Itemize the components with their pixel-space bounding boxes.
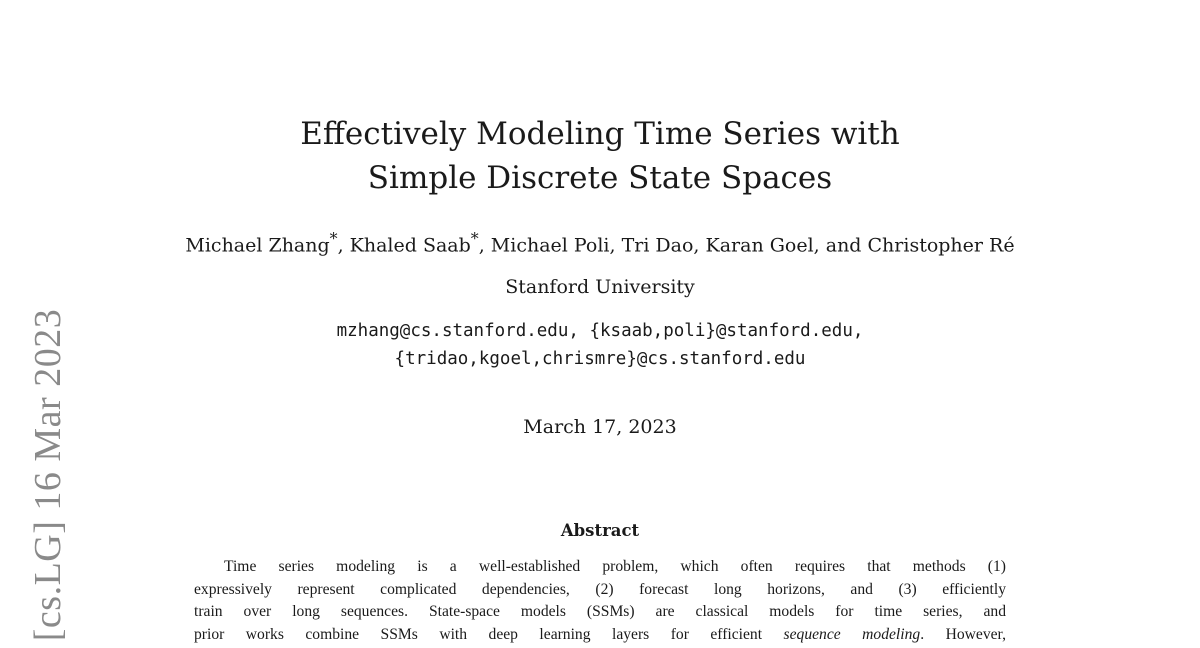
- email-line-1: mzhang@cs.stanford.edu, {ksaab,poli}@stanford.edu,: [336, 321, 864, 341]
- abstract-text: . However,: [920, 625, 1007, 643]
- abstract-text: prior works combine SSMs with deep learning layers for efficient: [194, 625, 784, 643]
- author-name: Michael Zhang: [185, 234, 330, 257]
- author-emails: [0, 317, 1200, 373]
- affiliation: Stanford University: [505, 276, 695, 298]
- equal-contribution-mark: *: [329, 229, 338, 248]
- author-name: , Khaled Saab: [337, 234, 471, 257]
- email-line-2: {tridao,kgoel,chrismre}@cs.stanford.edu: [394, 349, 806, 369]
- author-list: [0, 227, 1200, 257]
- abstract-body: [194, 556, 1006, 646]
- abstract-line: Time series modeling is a well-established problem, which often requires that methods (1): [224, 558, 1006, 575]
- author-names-rest: , Michael Poli, Tri Dao, Karan Goel, and Christopher Ré: [478, 234, 1015, 257]
- title-line-2: Simple Discrete State Spaces: [367, 160, 833, 196]
- abstract-line: [194, 624, 1006, 647]
- abstract-emphasis: sequence modeling: [783, 625, 921, 643]
- paper-title: [0, 112, 1200, 200]
- equal-contribution-mark: *: [470, 229, 479, 248]
- abstract-line: expressively represent complicated dependencies, (2) forecast long horizons, and (3) efficiently: [194, 580, 1006, 598]
- abstract-heading: Abstract: [560, 521, 640, 540]
- title-line-1: Effectively Modeling Time Series with: [300, 116, 900, 152]
- abstract-line: train over long sequences. State-space models (SSMs) are classical models for time series, and: [194, 603, 1006, 620]
- arxiv-stamp: [cs.LG] 16 Mar 2023: [27, 308, 69, 642]
- paper-date: March 17, 2023: [523, 416, 677, 438]
